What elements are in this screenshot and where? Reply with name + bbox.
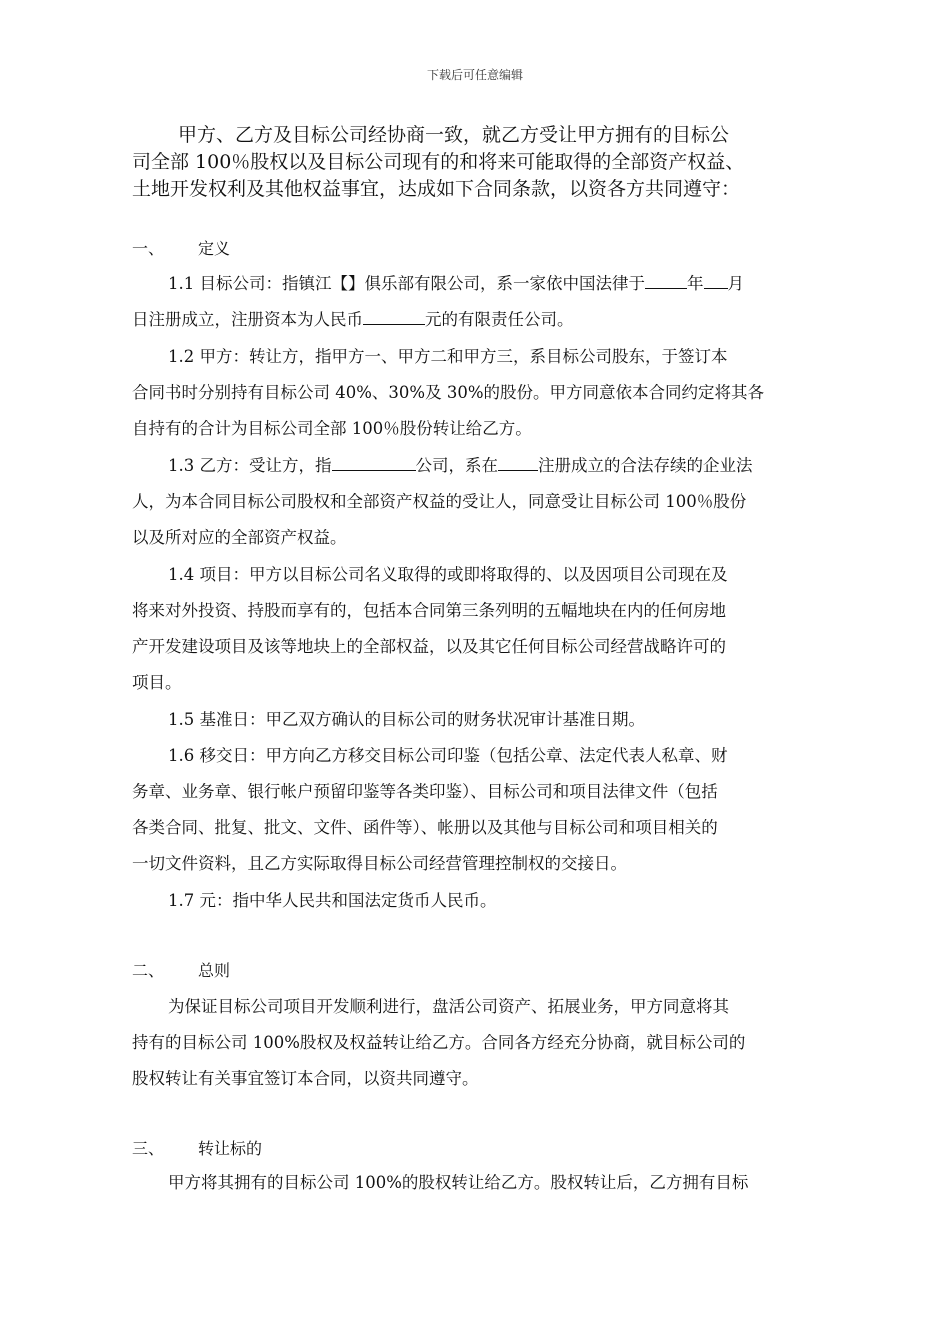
section-heading-3 bbox=[132, 1136, 262, 1159]
paragraph-line: 持有的目标公司 100%股权及权益转让给乙方。合同各方经充分协商，就目标公司的 bbox=[132, 1033, 746, 1052]
page-header: 下载后可任意编辑 bbox=[426, 68, 523, 82]
blank-field bbox=[332, 456, 416, 471]
clause-1-3-line-1 bbox=[168, 452, 753, 476]
clause-1-1-line-1 bbox=[168, 270, 744, 294]
clause-line: 自持有的合计为目标公司全部 100％股份转让给乙方。 bbox=[132, 419, 532, 438]
clause-line: 一切文件资料，且乙方实际取得目标公司经营管理控制权的交接日。 bbox=[132, 854, 627, 873]
clause-text: 公司，系在 bbox=[415, 456, 498, 475]
clause-line: 合同书时分别持有目标公司 40%、30%及 30%的股份。甲方同意依本合同约定将其各 bbox=[132, 383, 765, 402]
clause-text: 元的有限责任公司。 bbox=[425, 310, 574, 329]
clause-line: 1.2 甲方：转让方，指甲方一、甲方二和甲方三，系目标公司股东，于签订本 bbox=[168, 347, 728, 366]
blank-field bbox=[704, 274, 728, 289]
blank-field bbox=[363, 310, 425, 325]
clause-line: 人，为本合同目标公司股权和全部资产权益的受让人，同意受让目标公司 100％股份 bbox=[132, 492, 747, 511]
section-heading-1 bbox=[132, 236, 230, 259]
clause-line: 1.6 移交日：甲方向乙方移交目标公司印鉴（包括公章、法定代表人私章、财 bbox=[168, 746, 728, 765]
section-number: 三、 bbox=[132, 1139, 165, 1158]
clause-text: 1.1 目标公司：指镇江【】俱乐部有限公司，系一家依中国法律于 bbox=[168, 274, 645, 293]
clause-line: 1.7 元：指中华人民共和国法定货币人民币。 bbox=[168, 891, 497, 910]
clause-1-1-line-2 bbox=[132, 306, 574, 330]
section-number: 二、 bbox=[132, 961, 165, 980]
clause-line: 项目。 bbox=[132, 673, 182, 692]
clause-line: 以及所对应的全部资产权益。 bbox=[132, 528, 347, 547]
clause-line: 各类合同、批复、批文、文件、函件等）、帐册以及其他与目标公司和项目相关的 bbox=[132, 818, 718, 837]
clause-line: 将来对外投资、持股而享有的，包括本合同第三条列明的五幅地块在内的任何房地 bbox=[132, 601, 726, 620]
clause-text: 1.3 乙方：受让方，指 bbox=[168, 456, 332, 475]
clause-line: 1.4 项目：甲方以目标公司名义取得的或即将取得的、以及因项目公司现在及 bbox=[168, 565, 728, 584]
clause-text: 年 bbox=[687, 274, 704, 293]
section-title: 转让标的 bbox=[198, 1139, 263, 1158]
clause-line: 务章、业务章、银行帐户预留印鉴等各类印鉴）、目标公司和项目法律文件（包括 bbox=[132, 782, 718, 801]
clause-line: 1.5 基准日：甲乙双方确认的目标公司的财务状况审计基准日期。 bbox=[168, 710, 645, 729]
clause-text: 日注册成立，注册资本为人民币 bbox=[132, 310, 363, 329]
intro-paragraph bbox=[132, 122, 832, 203]
blank-field bbox=[498, 456, 538, 471]
paragraph-line: 为保证目标公司项目开发顺利进行，盘活公司资产、拓展业务，甲方同意将其 bbox=[168, 997, 729, 1016]
intro-line: 司全部 100％股权以及目标公司现有的和将来可能取得的全部资产权益、 bbox=[132, 151, 745, 173]
clause-text: 注册成立的合法存续的企业法 bbox=[538, 456, 753, 475]
paragraph-line: 股权转让有关事宜签订本合同，以资共同遵守。 bbox=[132, 1069, 479, 1088]
intro-line: 土地开发权利及其他权益事宜，达成如下合同条款，以资各方共同遵守： bbox=[132, 178, 741, 200]
clause-line: 产开发建设项目及该等地块上的全部权益，以及其它任何目标公司经营战略许可的 bbox=[132, 637, 726, 656]
section-number: 一、 bbox=[132, 239, 165, 258]
section-title: 总则 bbox=[198, 961, 231, 980]
clause-text: 月 bbox=[727, 274, 744, 293]
section-heading-2 bbox=[132, 958, 230, 981]
section-title: 定义 bbox=[198, 239, 231, 258]
paragraph-line: 甲方将其拥有的目标公司 100%的股权转让给乙方。股权转让后，乙方拥有目标 bbox=[168, 1173, 749, 1192]
intro-line: 甲方、乙方及目标公司经协商一致，就乙方受让甲方拥有的目标公 bbox=[178, 124, 730, 146]
blank-field bbox=[645, 274, 687, 289]
